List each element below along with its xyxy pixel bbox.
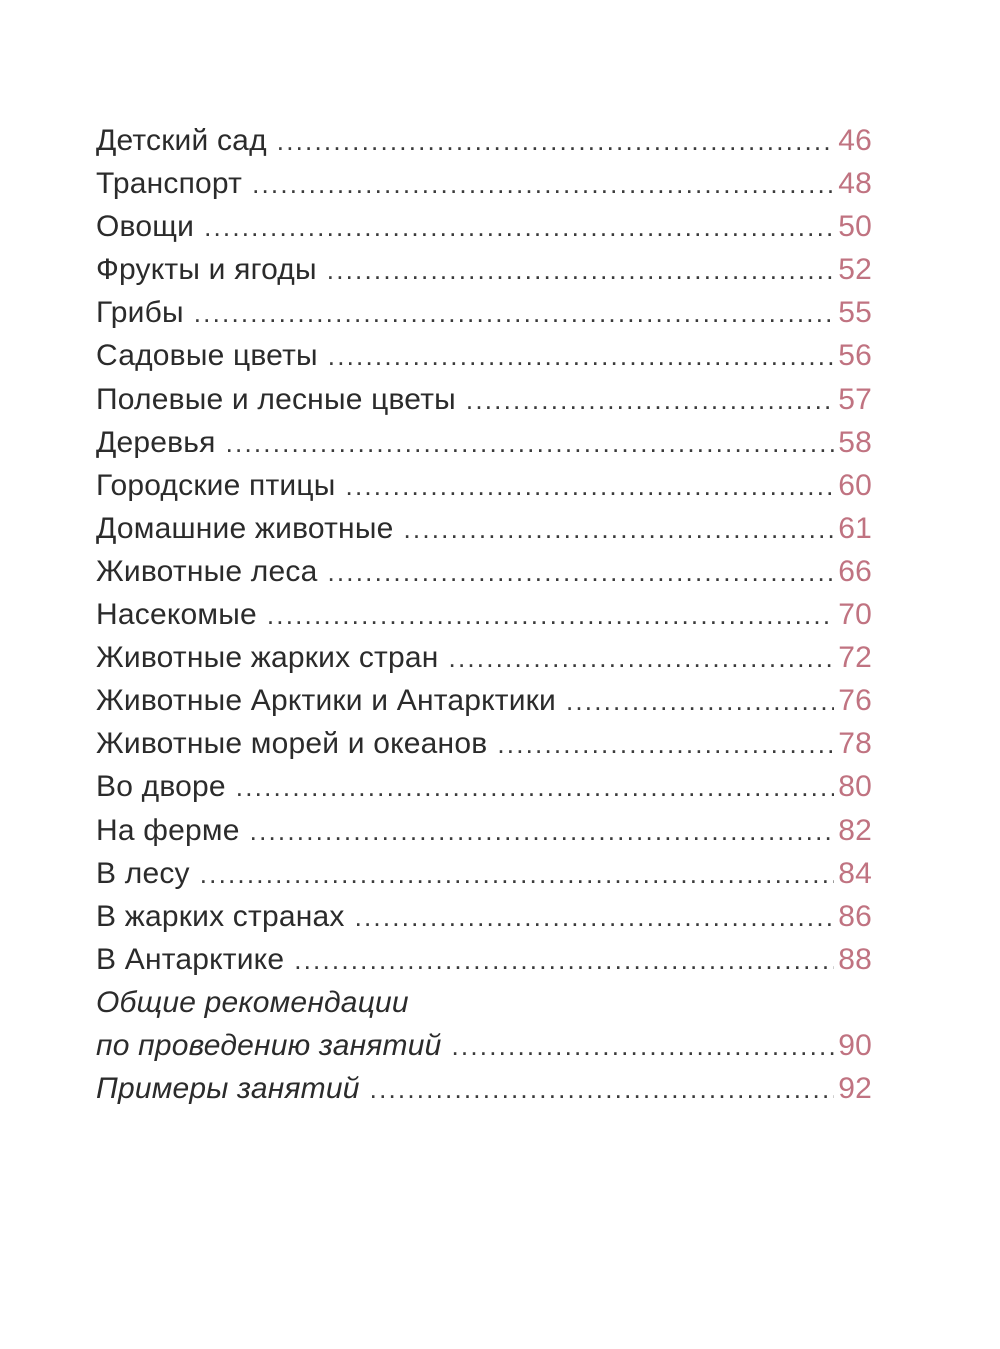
toc-entry-title: Примеры занятий bbox=[96, 1072, 360, 1106]
toc-entry-page: 80 bbox=[838, 770, 872, 804]
dot-leader bbox=[204, 206, 834, 249]
toc-entry-page: 88 bbox=[838, 942, 872, 976]
toc-entry[interactable] bbox=[96, 421, 872, 464]
toc-entry-title: Животные жарких стран bbox=[96, 641, 439, 675]
dot-leader bbox=[466, 379, 834, 422]
toc-entry[interactable] bbox=[96, 809, 872, 852]
toc-entry[interactable] bbox=[96, 507, 872, 550]
dot-leader bbox=[403, 508, 834, 551]
dot-leader bbox=[200, 853, 834, 896]
dot-leader bbox=[226, 422, 834, 465]
toc-entry-page: 72 bbox=[838, 641, 872, 675]
toc-entry-title: Грибы bbox=[96, 296, 184, 330]
table-of-contents bbox=[96, 119, 872, 1110]
toc-entry-page: 61 bbox=[838, 511, 872, 545]
toc-entry-title: В жарких странах bbox=[96, 899, 345, 933]
dot-leader bbox=[267, 594, 834, 637]
toc-entry-title: Овощи bbox=[96, 210, 195, 244]
toc-entry-title: Животные морей и океанов bbox=[96, 727, 488, 761]
toc-entry-page: 55 bbox=[838, 296, 872, 330]
toc-entry-page: 58 bbox=[838, 425, 872, 459]
toc-entry-page: 76 bbox=[838, 684, 872, 718]
dot-leader bbox=[328, 335, 834, 378]
toc-entry[interactable] bbox=[96, 679, 872, 722]
toc-entry-page: 82 bbox=[838, 813, 872, 847]
dot-leader bbox=[355, 896, 834, 939]
toc-entry[interactable] bbox=[96, 593, 872, 636]
toc-entry-page: 66 bbox=[838, 554, 872, 588]
toc-entry-page: 90 bbox=[838, 1028, 872, 1062]
toc-entry-title: Во дворе bbox=[96, 770, 226, 804]
toc-entry-title: Животные Арктики и Антарктики bbox=[96, 684, 556, 718]
toc-entry-page: 46 bbox=[838, 124, 872, 157]
toc-entry[interactable] bbox=[96, 895, 872, 938]
toc-entry-page: 78 bbox=[838, 727, 872, 761]
toc-entry[interactable] bbox=[96, 248, 872, 291]
dot-leader bbox=[327, 249, 834, 292]
toc-entry-page: 84 bbox=[838, 856, 872, 890]
toc-entry-title: Детский сад bbox=[96, 124, 267, 157]
dot-leader bbox=[194, 292, 834, 335]
toc-entry-title: Полевые и лесные цветы bbox=[96, 382, 456, 416]
dot-leader bbox=[236, 766, 834, 809]
dot-leader bbox=[252, 163, 834, 206]
toc-entry[interactable] bbox=[96, 162, 872, 205]
toc-entry[interactable] bbox=[96, 765, 872, 808]
toc-entry-title: Фрукты и ягоды bbox=[96, 253, 317, 287]
toc-entry-title: по проведению занятий bbox=[96, 1028, 442, 1062]
dot-leader bbox=[277, 120, 834, 163]
toc-entry[interactable] bbox=[96, 334, 872, 377]
toc-entry[interactable] bbox=[96, 205, 872, 248]
toc-entry[interactable] bbox=[96, 722, 872, 765]
toc-entry-title: В Антарктике bbox=[96, 942, 285, 976]
toc-entry-page: 52 bbox=[838, 253, 872, 287]
toc-entry-title: Деревья bbox=[96, 425, 216, 459]
dot-leader bbox=[327, 551, 834, 594]
toc-entry-title: Городские птицы bbox=[96, 468, 336, 502]
toc-entry[interactable] bbox=[96, 378, 872, 421]
toc-entry-title: Домашние животные bbox=[96, 511, 394, 545]
toc-entry-title: Насекомые bbox=[96, 598, 257, 632]
toc-entry-recommendations[interactable] bbox=[96, 1024, 872, 1067]
dot-leader bbox=[497, 723, 834, 766]
dot-leader bbox=[566, 680, 834, 723]
dot-leader bbox=[370, 1068, 834, 1111]
toc-entry-title: Садовые цветы bbox=[96, 339, 318, 373]
toc-entry[interactable] bbox=[96, 852, 872, 895]
toc-entry-page: 92 bbox=[838, 1072, 872, 1106]
toc-entry[interactable] bbox=[96, 938, 872, 981]
toc-entry[interactable] bbox=[96, 550, 872, 593]
dot-leader bbox=[449, 637, 834, 680]
toc-entry-page: 50 bbox=[838, 210, 872, 244]
dot-leader bbox=[452, 1025, 835, 1068]
toc-entry-page: 86 bbox=[838, 899, 872, 933]
toc-entry[interactable] bbox=[96, 291, 872, 334]
toc-entry-title: На ферме bbox=[96, 813, 240, 847]
toc-entry-title: Общие рекомендации bbox=[96, 985, 409, 1019]
toc-entry-page: 57 bbox=[838, 382, 872, 416]
toc-entry[interactable] bbox=[96, 636, 872, 679]
toc-entry-page: 56 bbox=[838, 339, 872, 373]
toc-entry-page: 60 bbox=[838, 468, 872, 502]
dot-leader bbox=[250, 810, 834, 853]
toc-entry-title: Животные леса bbox=[96, 554, 318, 588]
toc-entry-title: Транспорт bbox=[96, 167, 243, 201]
dot-leader bbox=[346, 465, 834, 508]
toc-entry[interactable] bbox=[96, 119, 872, 162]
toc-entry-page: 70 bbox=[838, 598, 872, 632]
toc-entry-recommendations-line1[interactable] bbox=[96, 981, 872, 1024]
toc-entry[interactable] bbox=[96, 464, 872, 507]
toc-entry-page: 48 bbox=[838, 167, 872, 201]
toc-entry-title: В лесу bbox=[96, 856, 190, 890]
toc-entry-examples[interactable] bbox=[96, 1067, 872, 1110]
dot-leader bbox=[294, 939, 834, 982]
